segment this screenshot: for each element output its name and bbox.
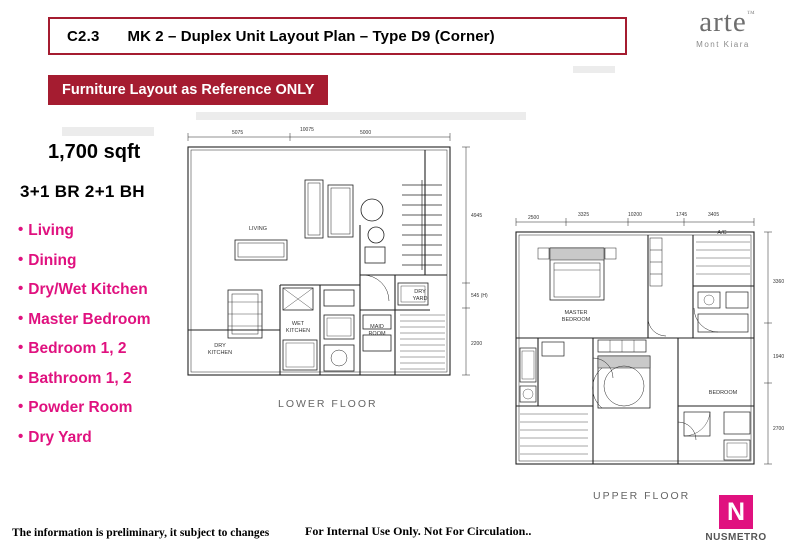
feature-label: Powder Room: [28, 399, 133, 417]
bullet-icon: •: [18, 309, 24, 327]
feature-label: Dry Yard: [28, 428, 92, 446]
upper-floor-caption: UPPER FLOOR: [593, 490, 691, 502]
room-label: MASTER: [564, 310, 588, 316]
room-label: KITCHEN: [207, 350, 233, 356]
unit-area: 1,700 sqft: [48, 141, 141, 163]
reference-note-banner: [48, 75, 328, 105]
dimension-label: 5000: [360, 130, 372, 136]
feature-label: Master Bedroom: [28, 310, 151, 328]
room-label: ROOM: [368, 331, 386, 337]
dimension-label: 2700: [773, 426, 785, 432]
room-label: WET: [291, 321, 305, 327]
dimension-label: 545 (H): [471, 293, 488, 299]
page-title: MK 2 – Duplex Unit Layout Plan – Type D9 (Corner): [127, 27, 495, 45]
dimension-label: 3360: [773, 279, 785, 285]
dimension-label: 4945: [471, 213, 483, 219]
dimension-label: 3325: [578, 212, 590, 218]
room-label: LIVING: [248, 226, 268, 232]
dimension-label: 10200: [628, 212, 642, 218]
nusmetro-logo: [690, 495, 782, 543]
dimension-label: 3405: [708, 212, 720, 218]
footer-disclaimer-middle: For Internal Use Only. Not For Circulation..: [305, 524, 532, 538]
lower-floor-plan-drawing: [180, 125, 490, 395]
room-label: A/C: [717, 230, 727, 236]
bullet-icon: •: [18, 427, 24, 445]
room-label: BEDROOM: [708, 390, 738, 396]
background-smudge: [62, 127, 154, 136]
nusmetro-mark-letter: N: [726, 498, 746, 526]
slide-code: C2.3: [67, 27, 100, 45]
dimension-label: 2500: [528, 215, 540, 221]
room-label: KITCHEN: [285, 328, 311, 334]
upper-floor-plan: [498, 208, 788, 488]
room-label: MAID: [370, 324, 384, 330]
background-smudge: [196, 112, 526, 120]
arte-logo-wordmark: [699, 6, 756, 38]
trademark-symbol: ™: [746, 9, 756, 18]
lower-floor-plan: [180, 125, 490, 395]
bullet-icon: •: [18, 368, 24, 386]
feature-label: Dry/Wet Kitchen: [28, 281, 148, 299]
bullet-icon: •: [18, 221, 24, 238]
slide-title-box: [48, 17, 627, 55]
arte-logo-text: arte: [699, 6, 747, 38]
background-smudge: [573, 66, 615, 73]
upper-floor-plan-drawing: [498, 208, 788, 488]
dimension-label: 1940: [773, 354, 785, 360]
dimension-label: 10075: [300, 127, 314, 133]
dimension-label: 2200: [471, 341, 483, 347]
room-label: BEDROOM: [561, 317, 591, 323]
nusmetro-mark-icon: [719, 495, 753, 529]
arte-logo: [668, 8, 778, 49]
dimension-label: 1745: [676, 212, 688, 218]
feature-label: Dining: [28, 251, 77, 269]
room-label: DRY: [414, 289, 426, 295]
list-item: [18, 429, 208, 446]
bullet-icon: •: [18, 339, 24, 357]
feature-label: Bedroom 1, 2: [28, 340, 127, 358]
bullet-icon: •: [18, 280, 24, 298]
unit-room-count: 3+1 BR 2+1 BH: [20, 182, 145, 201]
reference-note-text: Furniture Layout as Reference ONLY: [62, 82, 315, 98]
arte-logo-subtitle: Mont Kiara: [696, 40, 750, 49]
footer-disclaimer-left: The information is preliminary, it subject to changes: [12, 527, 270, 539]
bullet-icon: •: [18, 398, 24, 416]
bullet-icon: •: [18, 250, 24, 268]
nusmetro-wordmark: NUSMETRO: [705, 532, 767, 543]
feature-label: Bathroom 1, 2: [28, 369, 132, 387]
room-label: DRY: [214, 343, 226, 349]
lower-floor-caption: LOWER FLOOR: [278, 398, 378, 410]
list-item: [18, 399, 208, 416]
room-label: YARD: [412, 296, 428, 302]
dimension-label: 5075: [232, 130, 244, 136]
feature-label: Living: [28, 222, 74, 239]
